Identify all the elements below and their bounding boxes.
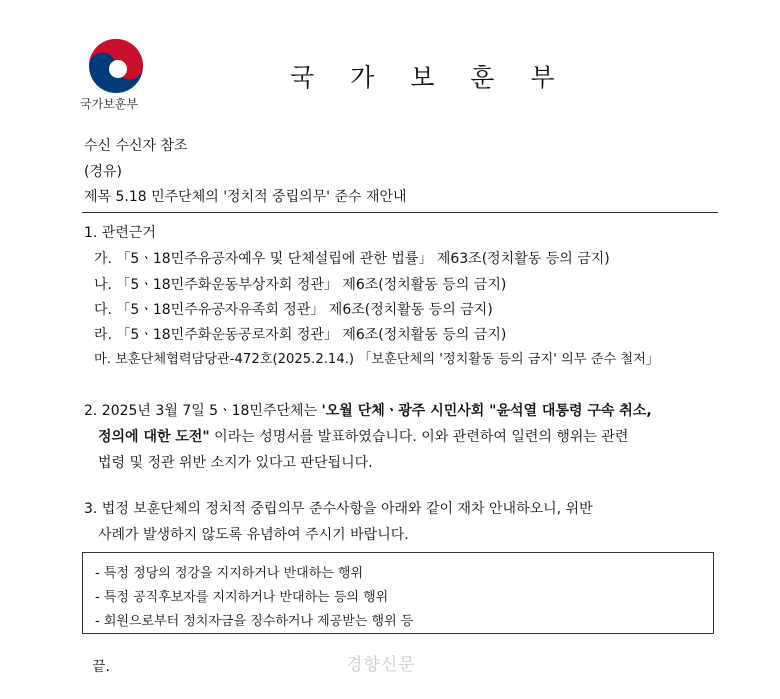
legal-basis-item: 마. 보훈단체협력담당관-472호(2025.2.14.) 「보훈단체의 '정치활동 등의 금지' 의무 준수 철저」: [94, 352, 660, 367]
government-emblem-icon: [88, 38, 144, 94]
section3-line1: 3. 법정 보훈단체의 정치적 중립의무 준수사항을 아래와 같이 재차 안내하오니, 위반: [84, 501, 593, 517]
guideline-box: [82, 552, 714, 634]
document-title: 국 가 보 훈 부: [290, 63, 569, 92]
logo-text: 국가보훈부: [80, 97, 138, 111]
guideline-item: - 회원으로부터 정치자금을 징수하거나 제공받는 행위 등: [95, 614, 414, 629]
watermark: 경향신문: [346, 655, 416, 675]
via-line: (경유): [84, 164, 122, 180]
section3-line2: 사례가 발생하지 않도록 유념하여 주시기 바랍니다.: [98, 527, 409, 543]
subject-line: 제목 5.18 민주단체의 '정치적 중립의무' 준수 재안내: [84, 189, 407, 205]
divider: [82, 212, 718, 213]
guideline-item: - 특정 정당의 정강을 지지하거나 반대하는 행위: [95, 566, 364, 581]
closing-mark: 끝.: [92, 659, 110, 675]
section2-line1: 2. 2025년 3월 7일 5ㆍ18민주단체는 '오월 단체ㆍ광주 시민사회 "윤석열 대통령 구속 취소,: [84, 403, 652, 419]
legal-basis-item: 가. 「5ㆍ18민주유공자예우 및 단체설립에 관한 법률」 제63조(정치활동 등의 금지): [94, 251, 610, 267]
legal-basis-item: 다. 「5ㆍ18민주유공자유족회 정관」 제6조(정치활동 등의 금지): [94, 302, 493, 318]
legal-basis-item: 나. 「5ㆍ18민주화운동부상자회 정관」 제6조(정치활동 등의 금지): [94, 277, 507, 293]
recipient-line: 수신 수신자 참조: [84, 138, 188, 154]
section2-line2: 정의에 대한 도전" 이라는 성명서를 발표하였습니다. 이와 관련하여 일련의 행위는 관련: [98, 429, 629, 445]
legal-basis-item: 라. 「5ㆍ18민주화운동공로자회 정관」 제6조(정치활동 등의 금지): [94, 327, 507, 343]
guideline-item: - 특정 공직후보자를 지지하거나 반대하는 등의 행위: [95, 590, 389, 605]
section1-heading: 1. 관련근거: [84, 225, 156, 241]
section2-line3: 법령 및 정관 위반 소지가 있다고 판단됩니다.: [98, 455, 373, 471]
